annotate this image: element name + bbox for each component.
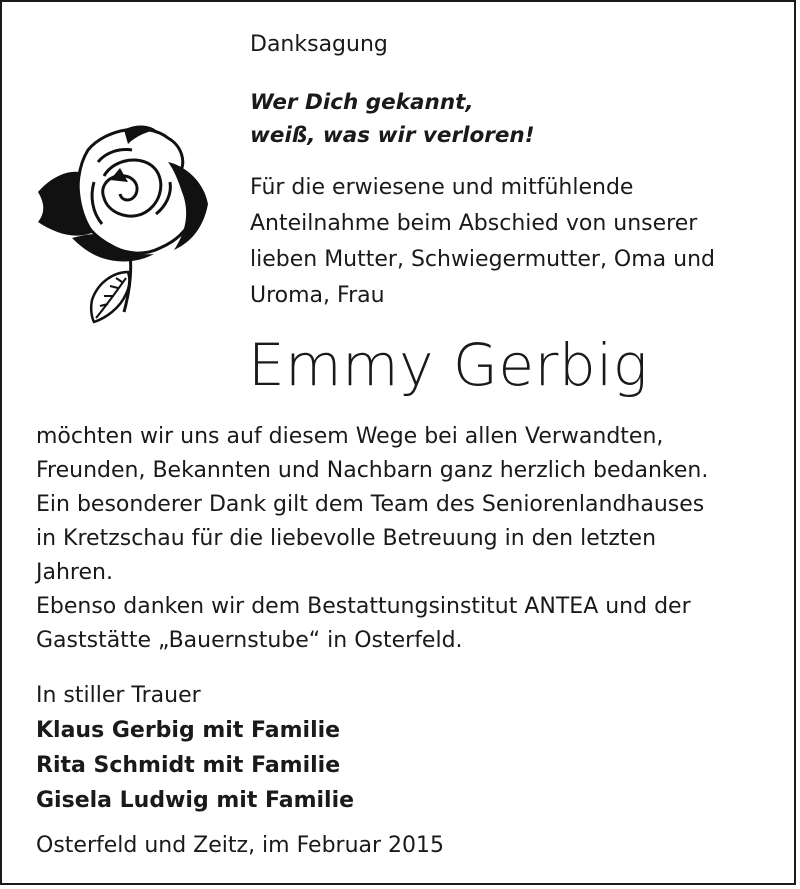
intro-line: Für die erwiesene und mitfühlende: [250, 175, 634, 200]
intro-text: [250, 170, 790, 314]
body-text: [36, 420, 786, 658]
body-line: in Kretzschau für die liebevolle Betreuung in den letzten: [36, 526, 657, 551]
body-line: Ein besonderer Dank gilt dem Team des Seniorenlandhauses: [36, 492, 705, 517]
family-name: Klaus Gerbig mit Familie: [36, 718, 341, 743]
mourning-label: In stiller Trauer: [36, 683, 201, 708]
deceased-name: Emmy Gerbig: [248, 331, 649, 399]
motto-line: Wer Dich gekannt,: [250, 90, 474, 115]
mourning-block: [36, 678, 354, 818]
body-line: Ebenso danken wir dem Bestattungsinstitut ANTEA und der: [36, 594, 691, 619]
rose-icon: [36, 122, 210, 332]
place-date: Osterfeld und Zeitz, im Februar 2015: [36, 833, 445, 858]
family-name: Gisela Ludwig mit Familie: [36, 788, 355, 813]
body-line: Gaststätte „Bauernstube“ in Osterfeld.: [36, 628, 463, 653]
motto: [250, 86, 535, 152]
motto-line: weiß, was wir verloren!: [250, 123, 535, 148]
family-name: Rita Schmidt mit Familie: [36, 753, 341, 778]
intro-line: Anteilnahme beim Abschied von unserer: [250, 211, 698, 236]
intro-line: Uroma, Frau: [250, 283, 385, 308]
body-line: Jahren.: [36, 560, 113, 585]
body-line: Freunden, Bekannten und Nachbarn ganz herzlich bedanken.: [36, 458, 709, 483]
body-line: möchten wir uns auf diesem Wege bei allen Verwandten,: [36, 424, 664, 449]
intro-line: lieben Mutter, Schwiegermutter, Oma und: [250, 247, 716, 272]
notice-heading: Danksagung: [250, 32, 388, 57]
